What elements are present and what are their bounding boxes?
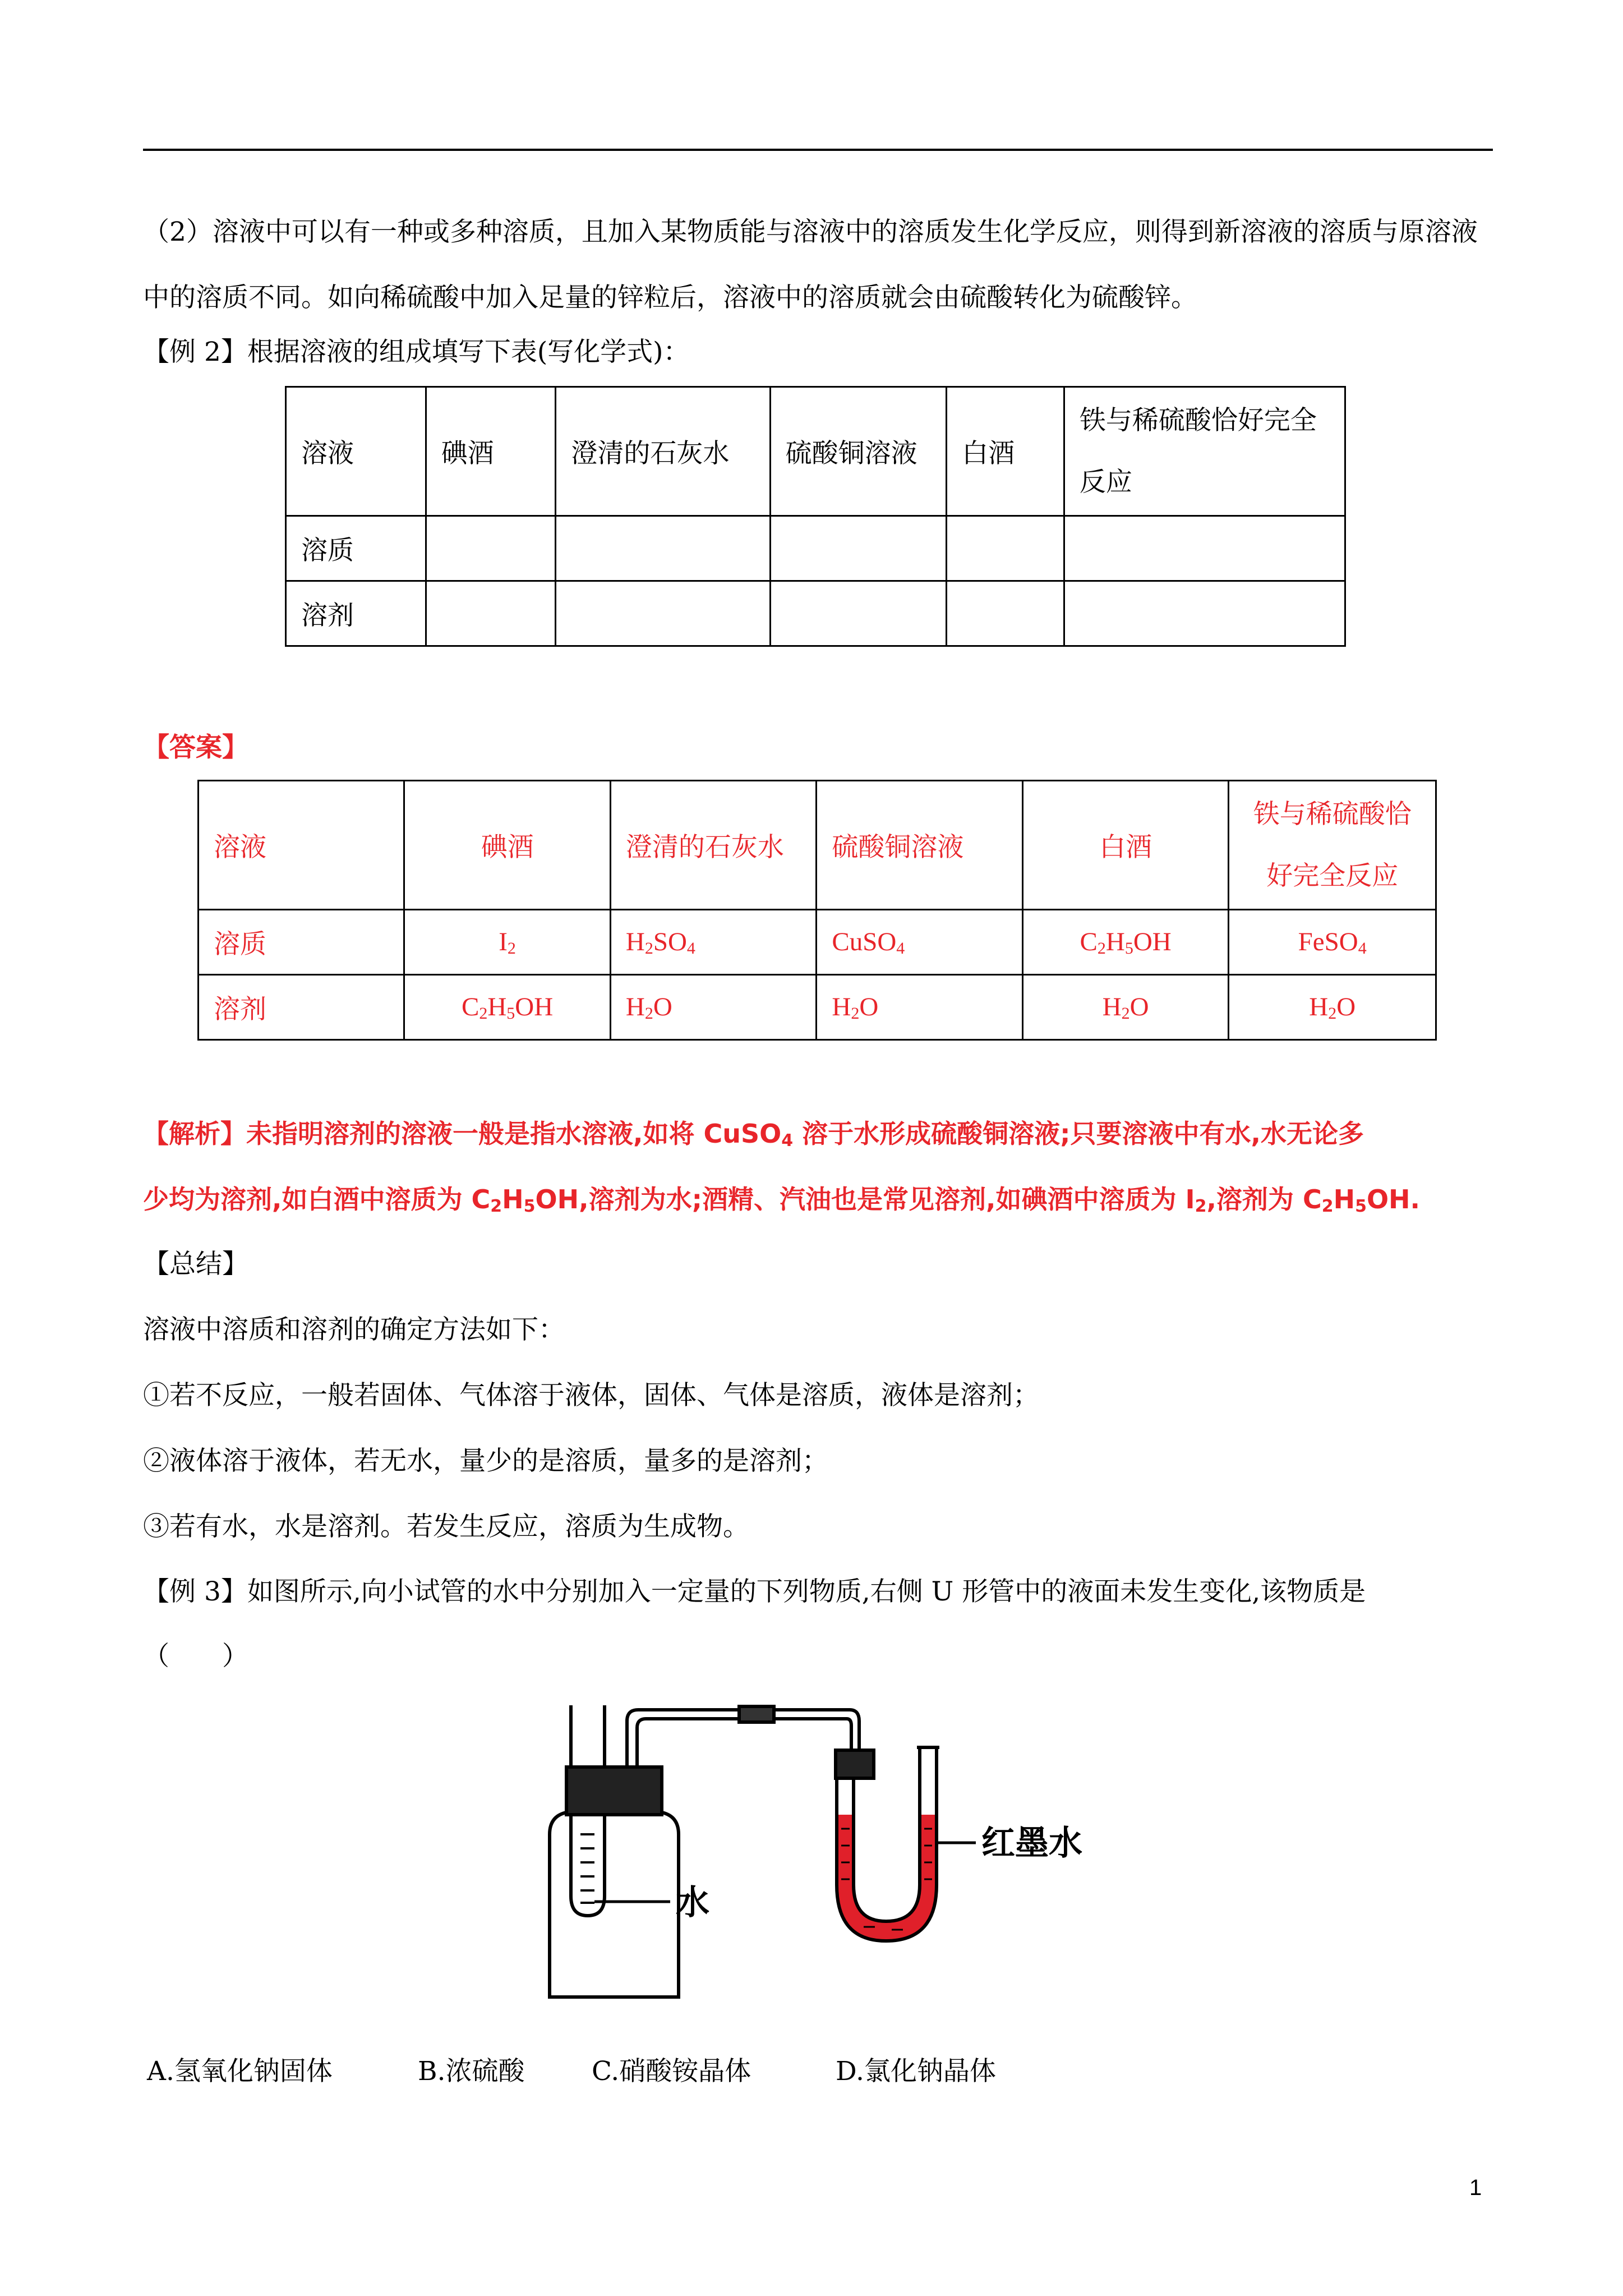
example-3-text: 如图所示,向小试管的水中分别加入一定量的下列物质,右侧 U 形管中的液面未发生变化,该物质是 — [247, 1576, 1366, 1607]
example-3-label: 【例 3】 — [143, 1576, 247, 1607]
option-a[interactable]: A.氢氧化钠固体 — [147, 2056, 333, 2087]
summary-intro: 溶液中溶质和溶剂的确定方法如下： — [143, 1314, 565, 1345]
table-cell: 溶质 — [286, 516, 426, 581]
table-row — [199, 975, 1436, 1040]
table-cell: 澄清的石灰水 — [556, 387, 770, 516]
table-row — [286, 581, 1345, 646]
blank-cell[interactable] — [770, 581, 947, 646]
table-cell: 白酒 — [947, 387, 1064, 516]
page-number: 1 — [1469, 2175, 1482, 2200]
formula-cell: CuSO$_4$ — [817, 910, 1023, 975]
formula-cell: $H_2O$ — [1022, 975, 1229, 1040]
analysis-label: 【解析】 — [143, 1119, 246, 1149]
option-c[interactable]: C.硝酸铵晶体 — [592, 2056, 751, 2087]
analysis-line-1 — [143, 1114, 1364, 1151]
formula-cell: $C_2H_5OH$ — [1022, 910, 1229, 975]
blank-cell[interactable] — [556, 516, 770, 581]
table-cell: 溶剂 — [286, 581, 426, 646]
header-rule — [143, 149, 1493, 151]
table-cell: 碘酒 — [426, 387, 556, 516]
apparatus-figure — [527, 1694, 1133, 2008]
blank-cell[interactable] — [556, 581, 770, 646]
ink-label: 红墨水 — [981, 1824, 1082, 1863]
water-dashes — [580, 1834, 594, 1903]
example-2-label: 【例 2】 — [143, 337, 247, 367]
table-cell: 溶液 — [199, 781, 404, 910]
example-3-line — [143, 1571, 1366, 1608]
blank-cell[interactable] — [426, 516, 556, 581]
blank-cell[interactable] — [947, 516, 1064, 581]
answer-table — [197, 780, 1437, 1041]
table-cell: 碘酒 — [404, 781, 611, 910]
blank-cell[interactable] — [770, 516, 947, 581]
formula-cell: $H_2SO_4$ — [610, 910, 816, 975]
table-cell: 溶剂 — [199, 975, 404, 1040]
analysis-line-2: 少均为溶剂,如白酒中溶质为 $C_2H_5OH$,溶剂为水;酒精、汽油也是常见溶剂,如碘酒中溶质为 $I_2$,溶剂为 $C_2H_5OH$. — [143, 1184, 1421, 1216]
formula-cell: $H_2O$ — [1229, 975, 1436, 1040]
blank-cell[interactable] — [1064, 516, 1345, 581]
example-2-text: 根据溶液的组成填写下表(写化学式)： — [247, 337, 690, 367]
formula-cell: $H_2O$ — [817, 975, 1023, 1040]
formula-cell: $I_2$ — [404, 910, 611, 975]
answer-blank: （ ） — [143, 1641, 248, 1672]
option-d[interactable]: D.氯化钠晶体 — [836, 2056, 996, 2087]
blank-cell[interactable] — [1064, 581, 1345, 646]
blank-cell[interactable] — [947, 581, 1064, 646]
table-cell: 溶液 — [286, 387, 426, 516]
example-2-table — [285, 386, 1346, 647]
table-header-row — [199, 781, 1436, 910]
table-header-row — [286, 387, 1345, 516]
summary-rule-3: ③若有水，水是溶剂。若发生反应，溶质为生成物。 — [143, 1511, 749, 1542]
summary-label: 【总结】 — [143, 1249, 248, 1280]
option-b[interactable]: B.浓硫酸 — [418, 2056, 525, 2087]
summary-rule-1: ①若不反应，一般若固体、气体溶于液体，固体、气体是溶质，液体是溶剂； — [143, 1380, 1039, 1411]
summary-rule-2: ②液体溶于液体，若无水，量少的是溶质，量多的是溶剂； — [143, 1446, 828, 1476]
table-row — [199, 910, 1436, 975]
table-cell: 溶质 — [199, 910, 404, 975]
paragraph-2: （2）溶液中可以有一种或多种溶质，且加入某物质能与溶液中的溶质发生化学反应，则得到新溶液的溶质与原溶液中的溶质不同。如向稀硫酸中加入足量的锌粒后，溶液中的溶质就会由硫酸转化为硫酸锌。 — [143, 217, 1478, 313]
table-cell: 硫酸铜溶液 — [770, 387, 947, 516]
formula-cell: $H_2O$ — [610, 975, 816, 1040]
table-cell: 白酒 — [1022, 781, 1229, 910]
table-row — [286, 516, 1345, 581]
example-2-line — [143, 331, 690, 369]
formula-cell: $C_2H_5OH$ — [404, 975, 611, 1040]
table-cell: 铁与稀硫酸恰好完全反应 — [1229, 781, 1436, 910]
blank-cell[interactable] — [426, 581, 556, 646]
analysis-text: 未指明溶剂的溶液一般是指水溶液,如将 CuSO$_4$ 溶于水形成硫酸铜溶液;只要溶液中有水,水无论多 — [246, 1119, 1364, 1151]
formula-cell: FeSO$_4$ — [1229, 910, 1436, 975]
table-cell: 澄清的石灰水 — [610, 781, 816, 910]
water-label: 水 — [676, 1883, 709, 1922]
table-cell: 铁与稀硫酸恰好完全反应 — [1064, 387, 1345, 516]
answer-label: 【答案】 — [143, 732, 248, 763]
table-cell: 硫酸铜溶液 — [817, 781, 1023, 910]
